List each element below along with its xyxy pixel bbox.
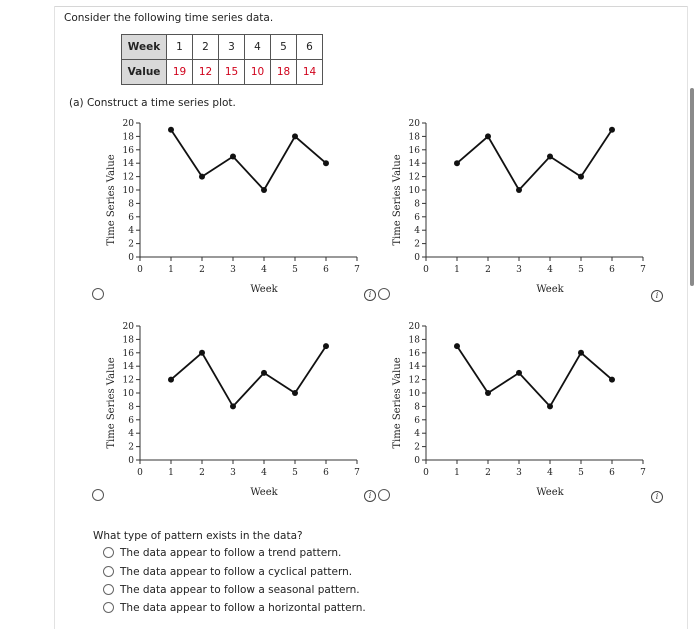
plot-choice-radio-4[interactable] bbox=[378, 489, 390, 501]
week-cell: 4 bbox=[245, 35, 271, 60]
x-tick-label: 3 bbox=[230, 265, 236, 275]
data-point bbox=[516, 370, 522, 376]
series-line bbox=[457, 130, 612, 190]
x-tick-label: 0 bbox=[423, 265, 429, 275]
y-tick-label: 0 bbox=[128, 253, 134, 263]
y-tick-label: 0 bbox=[128, 456, 134, 466]
option-label: The data appear to follow a horizontal pattern. bbox=[120, 602, 366, 614]
x-tick-label: 0 bbox=[137, 265, 143, 275]
data-point bbox=[323, 160, 329, 166]
x-tick-label: 5 bbox=[292, 265, 298, 275]
x-tick-label: 3 bbox=[230, 468, 236, 478]
y-tick-label: 18 bbox=[122, 335, 134, 346]
x-tick-label: 7 bbox=[354, 468, 360, 478]
value-cell: 18 bbox=[271, 60, 297, 85]
week-cell: 3 bbox=[219, 35, 245, 60]
value-cell: 15 bbox=[219, 60, 245, 85]
x-tick-label: 2 bbox=[485, 468, 491, 478]
y-tick-label: 16 bbox=[122, 348, 134, 359]
series-line bbox=[457, 346, 612, 406]
y-tick-label: 6 bbox=[414, 415, 420, 426]
y-tick-label: 0 bbox=[414, 456, 420, 466]
series-line bbox=[171, 130, 326, 190]
x-tick-label: 1 bbox=[168, 468, 174, 478]
info-icon[interactable]: i bbox=[651, 290, 663, 302]
y-tick-label: 20 bbox=[122, 322, 134, 332]
x-tick-label: 7 bbox=[640, 265, 646, 275]
x-tick-label: 2 bbox=[199, 265, 205, 275]
data-point bbox=[168, 127, 174, 133]
y-tick-label: 4 bbox=[414, 429, 420, 440]
x-tick-label: 1 bbox=[454, 265, 460, 275]
y-tick-label: 8 bbox=[128, 402, 134, 413]
data-point bbox=[516, 187, 522, 193]
y-tick-label: 18 bbox=[122, 132, 134, 143]
y-tick-label: 8 bbox=[128, 199, 134, 210]
data-point bbox=[547, 403, 553, 409]
y-axis-label: Time Series Value bbox=[106, 357, 117, 449]
data-point bbox=[168, 377, 174, 383]
series-line bbox=[171, 346, 326, 406]
radio-button[interactable] bbox=[103, 584, 114, 595]
y-tick-label: 6 bbox=[128, 415, 134, 426]
x-tick-label: 6 bbox=[323, 468, 329, 478]
x-tick-label: 6 bbox=[323, 265, 329, 275]
y-tick-label: 16 bbox=[408, 348, 420, 359]
y-tick-label: 10 bbox=[408, 186, 420, 196]
data-point bbox=[261, 187, 267, 193]
x-axis-label: Week bbox=[536, 487, 564, 498]
info-icon[interactable]: i bbox=[364, 490, 376, 502]
x-tick-label: 7 bbox=[354, 265, 360, 275]
y-tick-label: 20 bbox=[408, 322, 420, 332]
x-tick-label: 6 bbox=[609, 265, 615, 275]
data-point bbox=[609, 127, 615, 133]
x-tick-label: 0 bbox=[137, 468, 143, 478]
y-tick-label: 18 bbox=[408, 335, 420, 346]
option-label: The data appear to follow a trend pattern. bbox=[120, 547, 342, 559]
y-tick-label: 8 bbox=[414, 199, 420, 210]
x-tick-label: 1 bbox=[454, 468, 460, 478]
week-cell: 2 bbox=[193, 35, 219, 60]
week-header: Week bbox=[122, 35, 167, 60]
info-icon[interactable]: i bbox=[651, 491, 663, 503]
y-tick-label: 12 bbox=[122, 375, 134, 386]
data-point bbox=[454, 343, 460, 349]
y-axis-label: Time Series Value bbox=[392, 154, 403, 246]
y-tick-label: 4 bbox=[414, 226, 420, 237]
plot-choice-radio-3[interactable] bbox=[92, 489, 104, 501]
data-point bbox=[292, 133, 298, 139]
y-tick-label: 16 bbox=[408, 145, 420, 156]
data-point bbox=[199, 174, 205, 180]
data-point bbox=[609, 377, 615, 383]
data-point bbox=[230, 403, 236, 409]
y-tick-label: 14 bbox=[122, 362, 134, 373]
x-tick-label: 1 bbox=[168, 265, 174, 275]
x-tick-label: 2 bbox=[199, 468, 205, 478]
x-tick-label: 4 bbox=[547, 468, 553, 478]
data-point bbox=[578, 350, 584, 356]
data-point bbox=[547, 154, 553, 160]
data-point bbox=[292, 390, 298, 396]
y-tick-label: 0 bbox=[414, 253, 420, 263]
y-tick-label: 2 bbox=[128, 239, 134, 250]
data-point bbox=[485, 390, 491, 396]
option-label: The data appear to follow a seasonal pattern. bbox=[120, 584, 360, 596]
radio-button[interactable] bbox=[103, 602, 114, 613]
data-point bbox=[199, 350, 205, 356]
plot-choice-radio-2[interactable] bbox=[378, 288, 390, 300]
y-tick-label: 10 bbox=[408, 389, 420, 399]
x-tick-label: 4 bbox=[261, 468, 267, 478]
x-tick-label: 7 bbox=[640, 468, 646, 478]
y-tick-label: 10 bbox=[122, 389, 134, 399]
data-point bbox=[323, 343, 329, 349]
x-axis-label: Week bbox=[250, 487, 278, 498]
radio-button[interactable] bbox=[103, 547, 114, 558]
y-tick-label: 8 bbox=[414, 402, 420, 413]
x-tick-label: 3 bbox=[516, 468, 522, 478]
y-tick-label: 10 bbox=[122, 186, 134, 196]
value-header: Value bbox=[122, 60, 167, 85]
y-axis-label: Time Series Value bbox=[106, 154, 117, 246]
intro-text: Consider the following time series data. bbox=[64, 12, 274, 24]
data-point bbox=[230, 154, 236, 160]
y-tick-label: 2 bbox=[414, 442, 420, 453]
week-cell: 6 bbox=[297, 35, 323, 60]
data-point bbox=[578, 174, 584, 180]
x-axis-label: Week bbox=[250, 284, 278, 295]
x-tick-label: 6 bbox=[609, 468, 615, 478]
x-tick-label: 2 bbox=[485, 265, 491, 275]
week-cell: 5 bbox=[271, 35, 297, 60]
y-tick-label: 12 bbox=[408, 172, 420, 183]
info-icon[interactable]: i bbox=[364, 289, 376, 301]
y-tick-label: 14 bbox=[122, 159, 134, 170]
y-tick-label: 4 bbox=[128, 429, 134, 440]
data-point bbox=[454, 160, 460, 166]
x-axis-label: Week bbox=[536, 284, 564, 295]
y-tick-label: 2 bbox=[414, 239, 420, 250]
radio-button[interactable] bbox=[103, 566, 114, 577]
x-tick-label: 4 bbox=[547, 265, 553, 275]
y-tick-label: 20 bbox=[408, 119, 420, 129]
y-tick-label: 16 bbox=[122, 145, 134, 156]
value-cell: 19 bbox=[167, 60, 193, 85]
x-tick-label: 4 bbox=[261, 265, 267, 275]
x-tick-label: 3 bbox=[516, 265, 522, 275]
data-point bbox=[261, 370, 267, 376]
y-tick-label: 14 bbox=[408, 362, 420, 373]
y-tick-label: 18 bbox=[408, 132, 420, 143]
y-tick-label: 6 bbox=[128, 212, 134, 223]
y-tick-label: 12 bbox=[408, 375, 420, 386]
value-cell: 10 bbox=[245, 60, 271, 85]
y-tick-label: 12 bbox=[122, 172, 134, 183]
x-tick-label: 0 bbox=[423, 468, 429, 478]
pattern-question: What type of pattern exists in the data? bbox=[93, 530, 303, 542]
value-cell: 14 bbox=[297, 60, 323, 85]
plot-choice-radio-1[interactable] bbox=[92, 288, 104, 300]
data-point bbox=[485, 133, 491, 139]
option-label: The data appear to follow a cyclical pattern. bbox=[120, 566, 353, 578]
y-tick-label: 14 bbox=[408, 159, 420, 170]
x-tick-label: 5 bbox=[578, 265, 584, 275]
y-tick-label: 20 bbox=[122, 119, 134, 129]
y-tick-label: 6 bbox=[414, 212, 420, 223]
x-tick-label: 5 bbox=[292, 468, 298, 478]
value-cell: 12 bbox=[193, 60, 219, 85]
week-cell: 1 bbox=[167, 35, 193, 60]
y-tick-label: 2 bbox=[128, 442, 134, 453]
y-axis-label: Time Series Value bbox=[392, 357, 403, 449]
part-a-prompt: (a) Construct a time series plot. bbox=[69, 97, 236, 109]
y-tick-label: 4 bbox=[128, 226, 134, 237]
x-tick-label: 5 bbox=[578, 468, 584, 478]
